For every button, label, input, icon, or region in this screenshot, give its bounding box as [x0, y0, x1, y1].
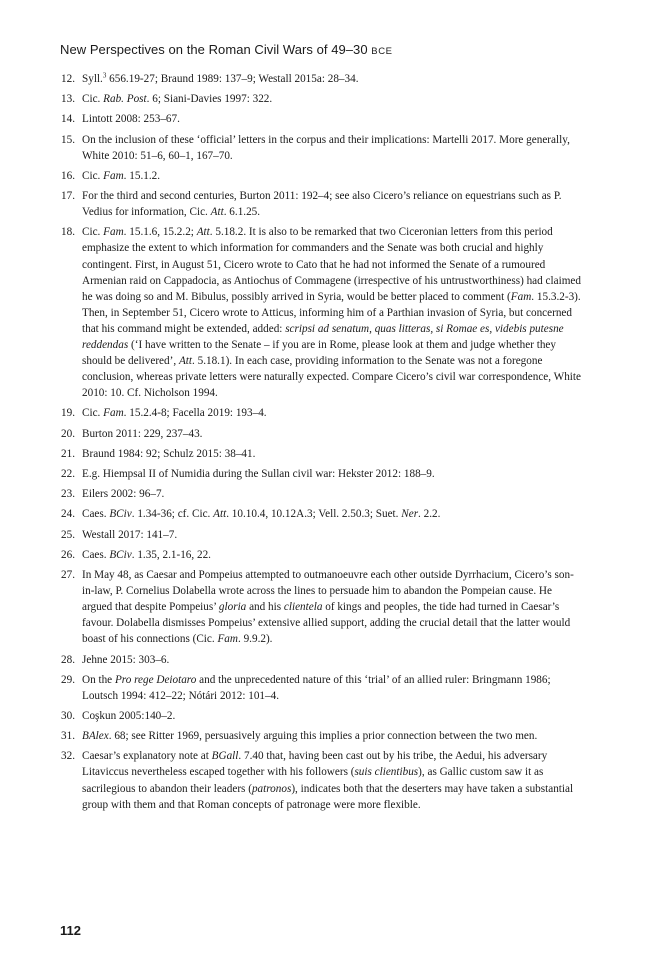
text-run: . 15.1.6, 15.2.2; — [123, 226, 197, 239]
text-run: Cic. — [82, 226, 104, 239]
endnote-text — [82, 466, 581, 482]
italic-title: patronos — [251, 782, 292, 795]
endnote-number: 16. — [61, 169, 75, 182]
italic-title: Fam — [217, 633, 238, 646]
endnote — [61, 728, 581, 744]
endnote — [61, 486, 581, 502]
italic-title: BAlex — [82, 730, 109, 743]
superscript: 3 — [102, 71, 107, 80]
endnote — [61, 132, 581, 164]
text-run: On the — [82, 673, 115, 686]
text-run: and his — [246, 601, 284, 614]
italic-title: scripsi ad senatum, quas litteras, si Romae es, videbis putesne reddendas — [82, 322, 564, 351]
text-run: Lintott 2008: 253–67. — [82, 113, 180, 126]
italic-title: Fam — [103, 226, 124, 239]
endnote-number: 20. — [61, 427, 75, 440]
italic-title: clientela — [283, 601, 323, 614]
endnote-number: 28. — [61, 653, 75, 666]
endnote — [61, 188, 581, 220]
text-run: . 1.35, 2.1-16, 22. — [131, 548, 211, 561]
italic-title: Fam — [510, 290, 532, 303]
text-run: Eilers 2002: 96–7. — [82, 488, 165, 501]
italic-title: BCiv — [109, 508, 132, 521]
endnote-text — [82, 446, 581, 462]
endnote — [61, 111, 581, 127]
text-run: ), as Gallic custom saw it as sacrilegious to abandon their leaders ( — [82, 766, 544, 795]
endnote — [61, 168, 581, 184]
text-run: . 7.40 that, having been cast out by his tribe, the Aedui, his adversary Litaviccus nevertheless escaped together with his followers ( — [82, 750, 548, 779]
text-run: . 5.18.2. It is also to be remarked that two Ciceronian letters from this period emphasize the extent to which information for commanders and the Senate was both crucial and highly contingent. First, in August 51, Cicero wrote to Cato that he had not informed the Senate of a rumoured Armenian raid on Cappadocia, as Antiochus of Commagene (irrespective of his untrustworthiness) had claimed he was doing so and M. Bibulus, possibly arrived in Syria, would be better placed to comment ( — [82, 226, 581, 303]
endnote-number: 21. — [61, 447, 75, 460]
italic-title: Fam — [103, 407, 124, 420]
text-run: and the unprecedented nature of this ‘trial’ of an allied ruler: Bringmann 1986; Loutsch 1994: 412–22; Nótári 2012: 101–4. — [82, 673, 551, 702]
endnote-number: 23. — [61, 488, 75, 501]
text-run: Caes. — [82, 508, 110, 521]
text-run: Syll. — [82, 73, 103, 85]
endnote-text — [82, 527, 581, 543]
endnote — [61, 672, 581, 704]
italic-title: Ner — [401, 508, 419, 521]
endnote — [61, 405, 581, 421]
endnote-text — [82, 91, 581, 107]
endnote-text — [82, 672, 581, 704]
endnote — [61, 567, 581, 647]
endnote-number: 32. — [61, 750, 75, 763]
endnote-text — [82, 728, 581, 744]
endnote-text — [82, 71, 581, 87]
endnote — [61, 652, 581, 668]
text-run: In May 48, as Caesar and Pompeius attempted to outmanoeuvre each other outside Dyrrhacium, Cicero’s son-in-law, P. Cornelius Dolabella wrote across the lines to persuade him to abandon the Pompeian cause. He argued that despite Pompeius’ — [82, 568, 574, 614]
endnote-text — [82, 748, 581, 812]
endnote-number: 17. — [61, 190, 75, 203]
endnote — [61, 446, 581, 462]
endnote-number: 13. — [61, 93, 75, 106]
endnote — [61, 466, 581, 482]
text-run: Cic. — [82, 407, 104, 420]
endnote-number: 14. — [61, 113, 75, 126]
text-run: . 1.34-36; cf. Cic. — [131, 508, 214, 521]
endnote-number: 25. — [61, 528, 75, 541]
running-head-era: BCE — [371, 46, 393, 57]
italic-title: Att — [213, 508, 227, 521]
endnote-number: 31. — [61, 730, 75, 743]
endnote-text — [82, 188, 581, 220]
italic-title: suis clientibus — [354, 766, 419, 779]
endnote-text — [82, 652, 581, 668]
endnote-text — [82, 168, 581, 184]
text-run: Caesar’s explanatory note at — [82, 750, 212, 763]
text-run: . 68; see Ritter 1969, persuasively arguing this implies a prior connection between the two men. — [108, 730, 538, 743]
text-run: Jehne 2015: 303–6. — [82, 653, 170, 666]
text-run: For the third and second centuries, Burton 2011: 192–4; see also Cicero’s reliance on equestrians such as P. Vedius for information, Cic. — [82, 190, 562, 219]
italic-title: gloria — [218, 601, 247, 614]
endnote-number: 18. — [61, 226, 75, 239]
endnote — [61, 91, 581, 107]
endnote — [61, 527, 581, 543]
italic-title: BCiv — [109, 548, 132, 561]
endnote — [61, 506, 581, 522]
text-run: . 15.3.2-3). Then, in September 51, Cicero wrote to Atticus, informing him of a Parthian invasion of Syria, but concerned that his command might be extended, added: — [82, 290, 581, 335]
endnote-text — [82, 486, 581, 502]
text-run: . 10.10.4, 10.12A.3; Vell. 2.50.3; Suet. — [226, 508, 402, 521]
endnote-text — [82, 405, 581, 421]
text-run: Cic. — [82, 93, 104, 106]
endnote-text — [82, 506, 581, 522]
endnote-number: 27. — [61, 568, 75, 581]
text-run: . 9.9.2). — [237, 633, 273, 646]
italic-title: Att — [210, 206, 224, 219]
endnote — [61, 748, 581, 812]
endnote-text — [82, 224, 581, 401]
running-head — [60, 42, 393, 57]
endnote-number: 24. — [61, 508, 75, 521]
text-run: . 15.1.2. — [123, 169, 161, 182]
text-run: Braund 1984: 92; Schulz 2015: 38–41. — [82, 447, 256, 460]
endnote-number: 29. — [61, 673, 75, 686]
endnote-text — [82, 567, 581, 647]
text-run: Cic. — [82, 169, 104, 182]
endnote-number: 19. — [61, 407, 75, 420]
text-run: ), indicates both that the deserters may have taken a substantial group with them and that Roman concepts of patronage were more flexible. — [82, 782, 574, 811]
endnote — [61, 426, 581, 442]
text-run: Burton 2011: 229, 237–43. — [82, 427, 203, 440]
text-run: . 2.2. — [418, 508, 441, 521]
endnote-text — [82, 426, 581, 442]
italic-title: BGall — [211, 750, 239, 763]
text-run: E.g. Hiempsal II of Numidia during the Sullan civil war: Hekster 2012: 188–9. — [82, 468, 435, 480]
endnote-text — [82, 708, 581, 724]
text-run: (‘I have written to the Senate – if you are in Rome, please look at them and judge whether they should be delivered’, — [82, 338, 556, 368]
italic-title: Att — [196, 226, 210, 239]
running-head-title: New Perspectives on the Roman Civil Wars of 49–30 — [60, 42, 368, 57]
italic-title: Pro rege Deiotaro — [114, 673, 197, 686]
text-run: On the inclusion of these ‘official’ letters in the corpus and their implications: Martelli 2017. More generally, White 2010: 51–6, 60–1, 167–70. — [82, 133, 570, 162]
italic-title: Att — [178, 355, 192, 368]
endnote-text — [82, 547, 581, 563]
endnotes-list — [61, 71, 581, 817]
endnote — [61, 547, 581, 563]
italic-title: Rab. Post — [103, 93, 147, 106]
endnote — [61, 71, 581, 87]
page-number: 112 — [60, 923, 81, 938]
text-run: of kings and peoples, the tide had turned in Caesar’s favour. Dolabella dismisses Pompeius’ extensive allied support, adding the crucial detail that the latter would boast of his connections (Cic. — [82, 601, 571, 646]
text-run: . 15.2.4-8; Facella 2019: 193–4. — [123, 407, 267, 420]
endnote — [61, 708, 581, 724]
endnote — [61, 224, 581, 401]
text-run: Westall 2017: 141–7. — [82, 528, 178, 541]
text-run: Caes. — [82, 548, 110, 561]
endnote-text — [82, 111, 581, 127]
endnote-text — [82, 132, 581, 164]
endnote-number: 22. — [61, 468, 75, 480]
endnote-number: 12. — [61, 73, 75, 85]
endnote-number: 15. — [61, 133, 75, 146]
endnote-number: 26. — [61, 548, 75, 561]
text-run: . 6.1.25. — [223, 206, 261, 219]
endnote-number: 30. — [61, 709, 75, 722]
text-run: . 5.18.1). In each case, providing information to the Senate was not a foregone conclusion, whereas private letters were naturally expected. Compare Cicero’s civil war correspondence, White 2010: 10. Cf. Nicholson 1994. — [82, 355, 581, 400]
text-run: Coşkun 2005:140–2. — [82, 709, 176, 722]
text-run: 656.19-27; Braund 1989: 137–9; Westall 2015a: 28–34. — [106, 73, 359, 85]
italic-title: Fam — [103, 169, 124, 182]
text-run: . 6; Siani-Davies 1997: 322. — [146, 93, 273, 106]
